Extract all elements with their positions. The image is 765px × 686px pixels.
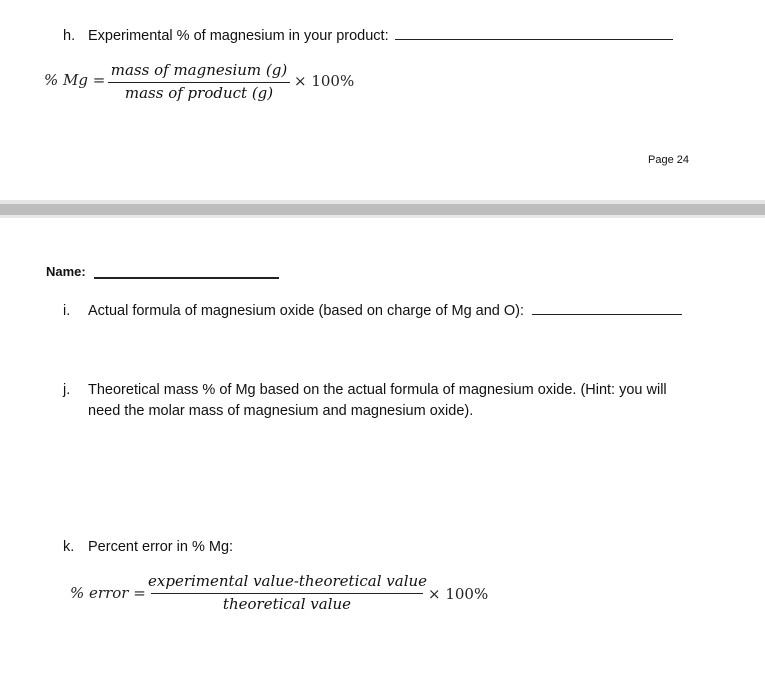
question-j-line1: Theoretical mass % of Mg based on the actual formula of magnesium oxide. (Hint: you will — [88, 382, 667, 398]
formula-h-multiplier: × 100% — [294, 72, 355, 90]
question-k-label: k. — [63, 539, 75, 555]
question-i-text: Actual formula of magnesium oxide (based on charge of Mg and O): — [88, 303, 525, 319]
question-h-text: Experimental % of magnesium in your product: — [88, 28, 389, 44]
formula-h-lhs-text: % Mg = — [44, 71, 106, 89]
name-blank[interactable] — [94, 277, 279, 279]
question-j-label: j. — [63, 382, 71, 398]
answer-blank-i[interactable] — [532, 300, 682, 315]
answer-blank-h[interactable] — [395, 25, 673, 40]
formula-k-multiplier: × 100% — [428, 585, 489, 603]
question-h-row — [88, 25, 673, 47]
question-h-label: h. — [63, 28, 76, 44]
formula-h-denominator: mass of product (g) — [124, 84, 274, 102]
page-separator — [0, 204, 765, 215]
formula-k-denominator: theoretical value — [222, 595, 352, 613]
page-separator-bottom — [0, 215, 765, 218]
question-i — [63, 300, 703, 322]
page-number: Page 24 — [648, 154, 689, 166]
question-i-row — [88, 300, 682, 322]
formula-h-lhs — [44, 71, 105, 89]
name-label: Name: — [46, 264, 86, 279]
question-h — [63, 25, 703, 47]
question-k-text: Percent error in % Mg: — [88, 539, 234, 555]
formula-k-lhs — [70, 584, 146, 602]
formula-h-numerator: mass of magnesium (g) — [110, 61, 288, 79]
formula-k-numerator: experimental value-theoretical value — [148, 572, 428, 590]
question-j — [63, 379, 723, 423]
question-i-label: i. — [63, 303, 71, 319]
formula-k-lhs-text: % error = — [70, 584, 146, 602]
question-j-line2: need the molar mass of magnesium and magnesium oxide). — [88, 403, 474, 419]
question-k — [63, 536, 463, 558]
